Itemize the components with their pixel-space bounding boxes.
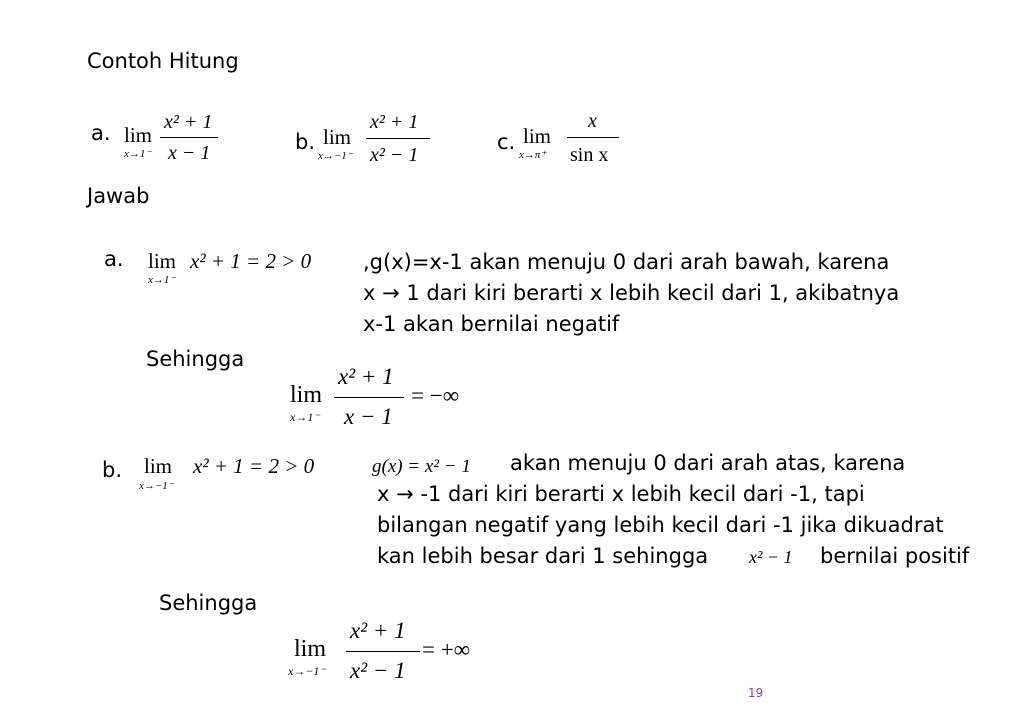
part-a-result-lim-sub: x→1⁻	[290, 410, 320, 424]
example-b-label: b.	[295, 130, 316, 154]
part-b-result-lim: lim	[294, 636, 327, 662]
example-a-label: a.	[91, 121, 111, 145]
part-a-limit-expression: x² + 1 = 2 > 0	[190, 249, 312, 273]
part-a-result-lim: lim	[290, 382, 323, 408]
example-c-lim-sub: x→π⁺	[519, 149, 547, 161]
part-b-inline-expression: x² − 1	[749, 547, 793, 567]
part-b-explanation-line-5: bernilai positif	[820, 544, 970, 568]
example-c-lim: lim	[523, 124, 552, 148]
part-a-label: a.	[104, 247, 124, 271]
part-b-label: b.	[102, 458, 123, 482]
part-b-lim: lim	[144, 454, 173, 478]
part-b-result-value: = +∞	[422, 637, 471, 662]
example-b-lim-sub: x→−1⁻	[318, 150, 353, 162]
part-a-explanation-line-3: x-1 akan bernilai negatif	[363, 312, 620, 336]
page-number: 19	[748, 686, 764, 700]
part-b-result-lim-sub: x→−1⁻	[288, 664, 326, 678]
example-b-lim: lim	[323, 125, 352, 149]
example-a-numerator: x² + 1	[164, 111, 213, 133]
part-a-result-denominator: x − 1	[344, 404, 393, 429]
part-a-lim: lim	[148, 249, 177, 273]
part-a-result-numerator: x² + 1	[338, 364, 394, 389]
example-c-denominator: sin x	[570, 144, 609, 166]
example-c-label: c.	[497, 130, 516, 154]
part-b-limit-expression: x² + 1 = 2 > 0	[193, 454, 315, 478]
part-a-lim-sub: x→1⁻	[148, 274, 176, 286]
part-a-explanation-line-2: x → 1 dari kiri berarti x lebih kecil dari 1, akibatnya	[363, 281, 900, 305]
part-b-so-label: Sehingga	[159, 591, 258, 615]
part-b-explanation-line-2: x → -1 dari kiri berarti x lebih kecil dari -1, tapi	[377, 482, 865, 506]
answer-heading: Jawab	[87, 184, 150, 208]
slide-title: Contoh Hitung	[87, 49, 239, 73]
part-b-g-definition: g(x) = x² − 1	[372, 456, 471, 477]
example-a-lim-sub: x→1⁻	[124, 148, 152, 160]
part-a-explanation-line-1: ,g(x)=x-1 akan menuju 0 dari arah bawah, karena	[363, 250, 890, 274]
example-a-lim: lim	[124, 123, 153, 147]
part-b-explanation-line-3: bilangan negatif yang lebih kecil dari -1 jika dikuadrat	[377, 513, 944, 537]
part-a-result-fraction-bar	[334, 397, 404, 398]
example-c-fraction-bar	[567, 137, 619, 138]
example-b-numerator: x² + 1	[370, 111, 419, 133]
part-b-lim-sub: x→−1⁻	[139, 480, 174, 492]
example-a-denominator: x − 1	[168, 142, 211, 164]
part-b-result-numerator: x² + 1	[350, 618, 406, 643]
part-b-explanation-line-4: kan lebih besar dari 1 sehingga	[377, 544, 709, 568]
example-c-numerator: x	[588, 110, 597, 132]
part-b-result-denominator: x² − 1	[350, 658, 406, 683]
part-b-explanation-line-1: akan menuju 0 dari arah atas, karena	[510, 451, 906, 475]
example-b-fraction-bar	[366, 138, 430, 139]
part-a-so-label: Sehingga	[146, 347, 245, 371]
example-b-denominator: x² − 1	[370, 144, 419, 166]
part-a-result-value: = −∞	[411, 383, 460, 408]
part-b-result-fraction-bar	[346, 651, 420, 652]
example-a-fraction-bar	[160, 137, 218, 138]
